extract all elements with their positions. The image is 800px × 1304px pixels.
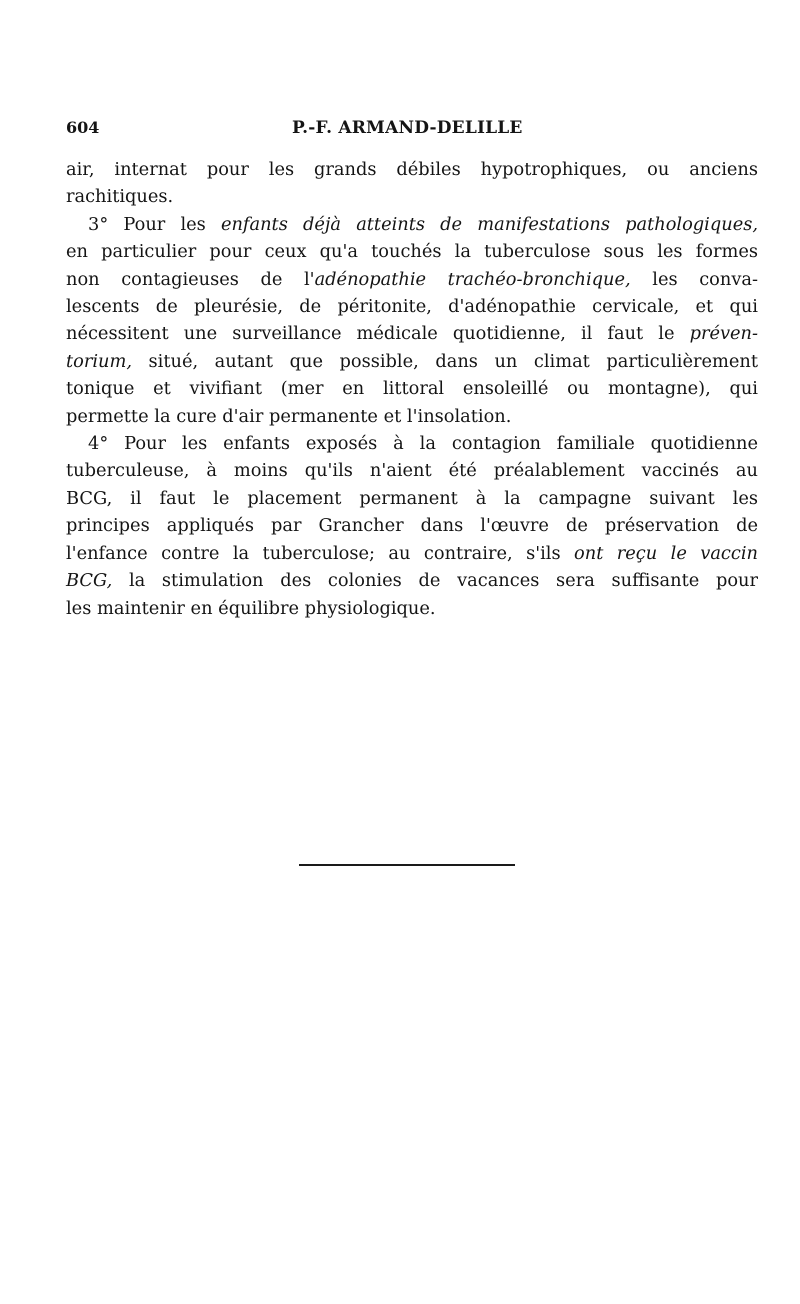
text-line bbox=[66, 293, 758, 320]
text-line bbox=[66, 266, 758, 293]
text-line bbox=[66, 238, 758, 265]
running-head bbox=[66, 116, 758, 140]
text-line bbox=[66, 320, 758, 347]
text-line bbox=[66, 183, 758, 210]
text-line bbox=[66, 403, 758, 430]
page-number: 604 bbox=[66, 118, 100, 137]
running-head-author: P.-F. ARMAND-DELILLE bbox=[292, 118, 523, 138]
text-run: lescents de pleurésie, de péritonite, d'adénopathie cervicale, et qui bbox=[66, 296, 758, 318]
paragraph-1 bbox=[66, 156, 758, 211]
text-run: principes appliqués par Grancher dans l'œuvre de préservation de bbox=[66, 515, 758, 537]
text-run: les maintenir en équilibre physiologique. bbox=[66, 597, 436, 619]
italic-run: ont reçu le vaccin bbox=[574, 542, 758, 564]
end-rule bbox=[299, 864, 515, 866]
text-run: nécessitent une surveillance médicale quotidienne, il faut le bbox=[66, 323, 690, 345]
text-line bbox=[66, 567, 758, 594]
text-line bbox=[66, 595, 758, 622]
text-run: BCG, il faut le placement permanent à la campagne suivant les bbox=[66, 487, 758, 509]
text-line bbox=[66, 540, 758, 567]
text-run: situé, autant que possible, dans un climat particulièrement bbox=[132, 350, 758, 372]
text-run: la stimulation des colonies de vacances sera suffisante pour bbox=[112, 570, 758, 592]
paragraph-3 bbox=[66, 430, 758, 622]
text-line bbox=[66, 457, 758, 484]
text-run: tonique et vivifiant (mer en littoral ensoleillé ou montagne), qui bbox=[66, 378, 758, 400]
body-text bbox=[66, 156, 758, 622]
text-run: rachitiques. bbox=[66, 186, 174, 208]
text-run: les conva- bbox=[630, 268, 758, 290]
text-run: 4° Pour les enfants exposés à la contagion familiale quotidienne bbox=[88, 433, 758, 455]
text-line bbox=[66, 512, 758, 539]
text-line bbox=[66, 156, 758, 183]
italic-run: BCG, bbox=[66, 570, 113, 592]
italic-run: torium, bbox=[66, 350, 133, 372]
italic-run: adénopathie trachéo-bronchique, bbox=[314, 268, 631, 290]
text-run: air, internat pour les grands débiles hypotrophiques, ou anciens bbox=[66, 159, 758, 180]
text-line bbox=[66, 485, 758, 512]
text-line bbox=[66, 211, 758, 238]
text-run: non contagieuses de l' bbox=[66, 268, 315, 290]
text-line bbox=[66, 348, 758, 375]
text-run: 3° Pour les bbox=[88, 213, 221, 235]
italic-run: enfants déjà atteints de manifestations pathologiques, bbox=[220, 213, 758, 235]
paragraph-2 bbox=[66, 211, 758, 430]
text-run: tuberculeuse, à moins qu'ils n'aient été préalablement vaccinés au bbox=[66, 460, 758, 482]
text-run: l'enfance contre la tuberculose; au contraire, s'ils bbox=[66, 542, 575, 564]
italic-run: préven- bbox=[689, 323, 758, 345]
text-line bbox=[66, 430, 758, 457]
text-run: en particulier pour ceux qu'a touchés la tuberculose sous les formes bbox=[66, 241, 758, 263]
text-run: permette la cure d'air permanente et l'insolation. bbox=[66, 405, 512, 427]
text-line bbox=[66, 375, 758, 402]
